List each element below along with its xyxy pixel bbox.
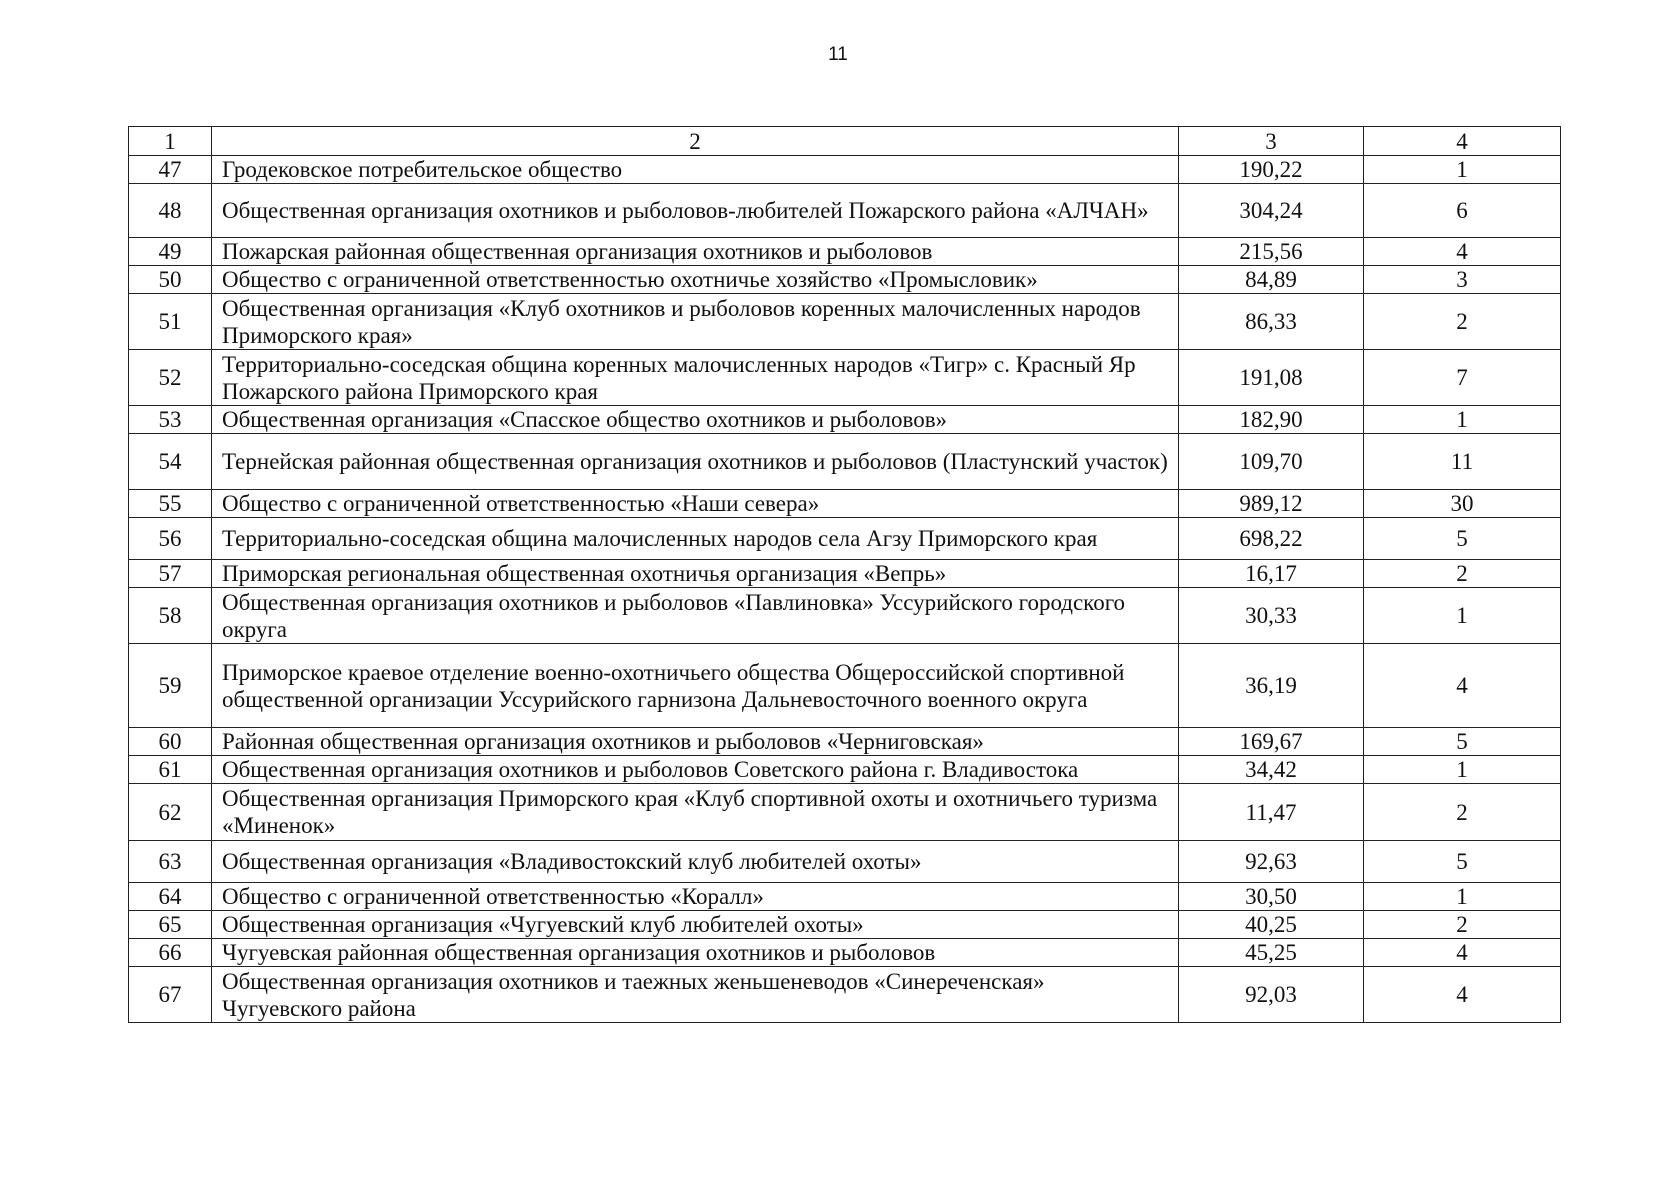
organization-name: Общество с ограниченной ответственностью «Коралл» — [212, 883, 1179, 911]
row-number: 49 — [129, 238, 212, 266]
row-number: 65 — [129, 911, 212, 939]
row-number: 58 — [129, 588, 212, 644]
row-count: 1 — [1364, 588, 1561, 644]
row-count: 4 — [1364, 644, 1561, 728]
row-count: 4 — [1364, 238, 1561, 266]
organization-name: Общественная организация охотников и рыболовов-любителей Пожарского района «АЛЧАН» — [212, 184, 1179, 238]
row-number: 47 — [129, 156, 212, 184]
table-row — [129, 156, 1561, 184]
table-row — [129, 238, 1561, 266]
organization-name: Районная общественная организация охотников и рыболовов «Черниговская» — [212, 728, 1179, 756]
row-value: 215,56 — [1179, 238, 1364, 266]
organization-name: Чугуевская районная общественная организация охотников и рыболовов — [212, 939, 1179, 967]
row-number: 53 — [129, 406, 212, 434]
row-count: 1 — [1364, 156, 1561, 184]
row-value: 109,70 — [1179, 434, 1364, 490]
row-number: 52 — [129, 350, 212, 406]
row-count: 4 — [1364, 967, 1561, 1023]
column-header-value: 3 — [1179, 127, 1364, 156]
row-value: 30,50 — [1179, 883, 1364, 911]
row-value: 191,08 — [1179, 350, 1364, 406]
row-number: 59 — [129, 644, 212, 728]
row-number: 54 — [129, 434, 212, 490]
table-row — [129, 350, 1561, 406]
table-row — [129, 406, 1561, 434]
column-header-number: 1 — [129, 127, 212, 156]
row-value: 40,25 — [1179, 911, 1364, 939]
row-value: 34,42 — [1179, 756, 1364, 784]
row-count: 2 — [1364, 911, 1561, 939]
row-number: 51 — [129, 294, 212, 350]
row-value: 989,12 — [1179, 490, 1364, 518]
organization-name: Общество с ограниченной ответственностью «Наши севера» — [212, 490, 1179, 518]
organization-name: Общественная организация охотников и таежных женьшеневодов «Синереченская» Чугуевского района — [212, 967, 1179, 1023]
table-row — [129, 434, 1561, 490]
table-row — [129, 518, 1561, 560]
organization-name: Тернейская районная общественная организация охотников и рыболовов (Пластунский участок) — [212, 434, 1179, 490]
row-count: 1 — [1364, 406, 1561, 434]
organization-name: Общественная организация охотников и рыболовов «Павлиновка» Уссурийского городского округа — [212, 588, 1179, 644]
row-number: 64 — [129, 883, 212, 911]
row-value: 30,33 — [1179, 588, 1364, 644]
organization-name: Территориально-соседская община малочисленных народов села Агзу Приморского края — [212, 518, 1179, 560]
table-row — [129, 644, 1561, 728]
row-count: 11 — [1364, 434, 1561, 490]
row-value: 169,67 — [1179, 728, 1364, 756]
row-number: 66 — [129, 939, 212, 967]
row-value: 92,03 — [1179, 967, 1364, 1023]
organization-name: Общество с ограниченной ответственностью охотничье хозяйство «Промысловик» — [212, 266, 1179, 294]
row-value: 16,17 — [1179, 560, 1364, 588]
organization-name: Общественная организация охотников и рыболовов Советского района г. Владивостока — [212, 756, 1179, 784]
table-row — [129, 756, 1561, 784]
row-number: 57 — [129, 560, 212, 588]
row-count: 4 — [1364, 939, 1561, 967]
table-header-row — [129, 127, 1561, 156]
row-count: 1 — [1364, 883, 1561, 911]
organization-name: Пожарская районная общественная организация охотников и рыболовов — [212, 238, 1179, 266]
row-value: 45,25 — [1179, 939, 1364, 967]
column-header-count: 4 — [1364, 127, 1561, 156]
hunting-organizations-table — [128, 126, 1561, 1023]
organization-name: Общественная организация «Владивостокский клуб любителей охоты» — [212, 841, 1179, 883]
column-header-name: 2 — [212, 127, 1179, 156]
organization-name: Общественная организация «Спасское общество охотников и рыболовов» — [212, 406, 1179, 434]
row-count: 30 — [1364, 490, 1561, 518]
row-count: 2 — [1364, 560, 1561, 588]
row-number: 50 — [129, 266, 212, 294]
row-number: 62 — [129, 784, 212, 841]
organization-name: Территориально-соседская община коренных малочисленных народов «Тигр» с. Красный Яр Пожарского района Приморского края — [212, 350, 1179, 406]
organization-name: Общественная организация «Чугуевский клуб любителей охоты» — [212, 911, 1179, 939]
row-count: 7 — [1364, 350, 1561, 406]
table-row — [129, 784, 1561, 841]
row-value: 84,89 — [1179, 266, 1364, 294]
row-value: 92,63 — [1179, 841, 1364, 883]
row-count: 2 — [1364, 784, 1561, 841]
table-row — [129, 911, 1561, 939]
table-row — [129, 728, 1561, 756]
table-row — [129, 266, 1561, 294]
row-count: 2 — [1364, 294, 1561, 350]
table-row — [129, 294, 1561, 350]
organization-name: Гродековское потребительское общество — [212, 156, 1179, 184]
organization-name: Приморская региональная общественная охотничья организация «Вепрь» — [212, 560, 1179, 588]
table-row — [129, 841, 1561, 883]
row-count: 6 — [1364, 184, 1561, 238]
table-row — [129, 588, 1561, 644]
row-number: 61 — [129, 756, 212, 784]
row-value: 698,22 — [1179, 518, 1364, 560]
table-row — [129, 967, 1561, 1023]
table-row — [129, 490, 1561, 518]
row-value: 36,19 — [1179, 644, 1364, 728]
organization-name: Общественная организация Приморского края «Клуб спортивной охоты и охотничьего туризма «Миненок» — [212, 784, 1179, 841]
organization-name: Приморское краевое отделение военно-охотничьего общества Общероссийской спортивной общественной организации Уссурийского гарнизона Дальневосточного военного округа — [212, 644, 1179, 728]
row-count: 5 — [1364, 841, 1561, 883]
row-number: 56 — [129, 518, 212, 560]
row-number: 48 — [129, 184, 212, 238]
table-row — [129, 560, 1561, 588]
page-number: 11 — [828, 44, 848, 65]
row-value: 190,22 — [1179, 156, 1364, 184]
table-row — [129, 184, 1561, 238]
row-count: 5 — [1364, 728, 1561, 756]
row-count: 5 — [1364, 518, 1561, 560]
row-value: 182,90 — [1179, 406, 1364, 434]
row-value: 11,47 — [1179, 784, 1364, 841]
organization-name: Общественная организация «Клуб охотников и рыболовов коренных малочисленных народов Приморского края» — [212, 294, 1179, 350]
row-number: 67 — [129, 967, 212, 1023]
row-value: 86,33 — [1179, 294, 1364, 350]
row-number: 55 — [129, 490, 212, 518]
row-count: 3 — [1364, 266, 1561, 294]
row-value: 304,24 — [1179, 184, 1364, 238]
row-count: 1 — [1364, 756, 1561, 784]
table-row — [129, 883, 1561, 911]
table-row — [129, 939, 1561, 967]
row-number: 63 — [129, 841, 212, 883]
row-number: 60 — [129, 728, 212, 756]
